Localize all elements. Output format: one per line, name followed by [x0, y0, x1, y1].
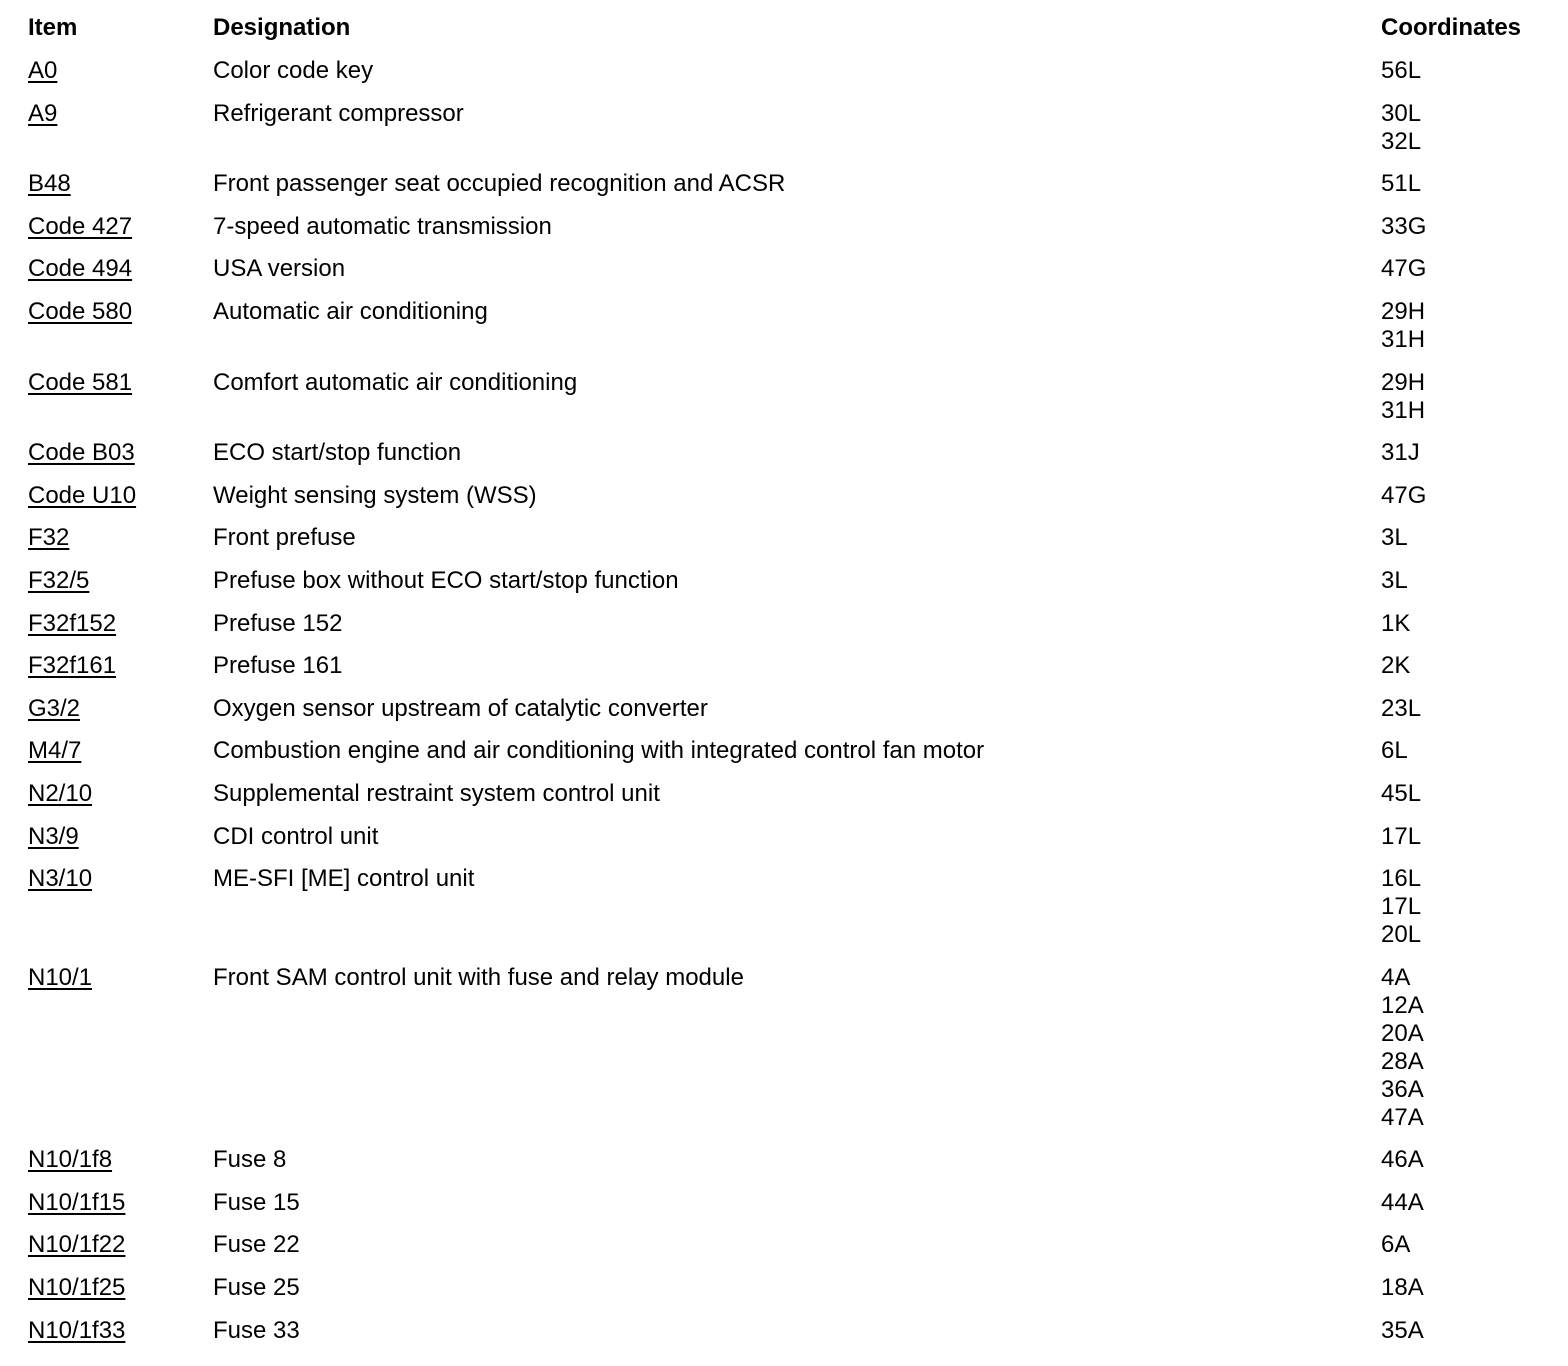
item-link[interactable]: Code U10: [28, 481, 137, 509]
coordinates-cell: [1381, 1317, 1568, 1345]
table-row: [0, 865, 1568, 964]
coordinate-value: 31J: [1381, 439, 1420, 467]
coordinate-value: 20A: [1381, 1019, 1424, 1047]
item-link[interactable]: N10/1f22: [28, 1231, 126, 1259]
designation-text: Refrigerant compressor: [213, 99, 464, 127]
designation-text: Combustion engine and air conditioning with integrated control fan motor: [213, 737, 985, 765]
coordinates-cell: [1381, 482, 1568, 510]
designation-text: Fuse 33: [213, 1316, 300, 1344]
designation-text: Weight sensing system (WSS): [213, 481, 537, 509]
coordinate-value: 6L: [1381, 737, 1408, 765]
coordinate-value: 17L: [1381, 822, 1422, 850]
item-link[interactable]: F32: [28, 524, 70, 552]
table-row: [0, 439, 1568, 482]
coordinate-value: 6A: [1381, 1231, 1411, 1259]
coordinate-value: 46A: [1381, 1146, 1424, 1174]
table-row: [0, 1274, 1568, 1317]
designation-text: Oxygen sensor upstream of catalytic converter: [213, 694, 708, 722]
coordinates-cell: [1381, 255, 1568, 283]
coordinates-cell: [1381, 369, 1568, 425]
coordinate-value: 2K: [1381, 652, 1411, 680]
coordinate-value: 3L: [1381, 566, 1408, 594]
table-row: [0, 1189, 1568, 1232]
designation-text: Fuse 8: [213, 1146, 287, 1174]
table-row: [0, 567, 1568, 610]
table-row: [0, 964, 1568, 1147]
table-row: [0, 1146, 1568, 1189]
coordinates-cell: [1381, 780, 1568, 808]
coordinate-value: 32L: [1381, 127, 1422, 155]
item-link[interactable]: N10/1f15: [28, 1188, 126, 1216]
coordinate-value: 47A: [1381, 1103, 1424, 1131]
item-link[interactable]: Code 580: [28, 297, 133, 325]
coordinates-cell: [1381, 439, 1568, 467]
designation-text: Color code key: [213, 57, 374, 84]
designation-text: Fuse 15: [213, 1188, 300, 1216]
coordinates-cell: [1381, 823, 1568, 851]
header-coordinates: Coordinates: [1381, 14, 1522, 41]
table-row: [0, 610, 1568, 653]
coordinate-value: 23L: [1381, 694, 1422, 722]
designation-text: CDI control unit: [213, 822, 379, 850]
table-row: [0, 823, 1568, 866]
designation-text: ME-SFI [ME] control unit: [213, 865, 475, 893]
coordinates-cell: [1381, 1146, 1568, 1174]
coordinates-cell: [1381, 213, 1568, 241]
table-row: [0, 170, 1568, 213]
coordinates-cell: [1381, 1189, 1568, 1217]
designation-text: ECO start/stop function: [213, 439, 462, 467]
coordinates-cell: [1381, 610, 1568, 638]
coordinate-value: 29H: [1381, 297, 1426, 325]
item-link[interactable]: N10/1f33: [28, 1316, 126, 1344]
designation-text: USA version: [213, 255, 346, 283]
coordinate-value: 31H: [1381, 325, 1426, 353]
table-row: [0, 1317, 1568, 1360]
item-link[interactable]: F32/5: [28, 566, 90, 594]
coordinates-cell: [1381, 57, 1568, 85]
coordinate-value: 47G: [1381, 481, 1427, 509]
table-row: [0, 255, 1568, 298]
table-row: [0, 695, 1568, 738]
coordinate-value: 3L: [1381, 524, 1408, 552]
coordinate-value: 28A: [1381, 1047, 1424, 1075]
table-row: [0, 652, 1568, 695]
table-row: [0, 737, 1568, 780]
coordinate-value: 29H: [1381, 368, 1426, 396]
designation-text: Front SAM control unit with fuse and relay module: [213, 963, 744, 991]
coordinates-cell: [1381, 737, 1568, 765]
item-link[interactable]: G3/2: [28, 694, 81, 722]
header-item: Item: [28, 14, 78, 41]
coordinate-value: 56L: [1381, 57, 1422, 84]
coordinate-value: 30L: [1381, 99, 1422, 127]
designation-text: Automatic air conditioning: [213, 297, 488, 325]
coordinate-value: 18A: [1381, 1274, 1424, 1302]
coordinate-value: 36A: [1381, 1075, 1424, 1103]
coordinate-value: 12A: [1381, 991, 1424, 1019]
item-link[interactable]: N3/9: [28, 822, 79, 850]
coordinate-value: 44A: [1381, 1188, 1424, 1216]
coordinate-value: 31H: [1381, 396, 1426, 424]
coordinates-cell: [1381, 567, 1568, 595]
item-link[interactable]: F32f161: [28, 652, 117, 680]
coordinates-cell: [1381, 652, 1568, 680]
item-link[interactable]: Code B03: [28, 439, 135, 467]
header-designation: Designation: [213, 14, 351, 41]
item-link[interactable]: N2/10: [28, 779, 93, 807]
coordinate-value: 1K: [1381, 609, 1411, 637]
item-link[interactable]: Code 494: [28, 255, 133, 283]
table-row: [0, 298, 1568, 369]
item-link[interactable]: A9: [28, 99, 58, 127]
item-link[interactable]: N10/1f25: [28, 1274, 126, 1302]
item-link[interactable]: Code 581: [28, 368, 133, 396]
item-link[interactable]: N10/1: [28, 963, 93, 991]
designation-text: Prefuse 152: [213, 609, 343, 637]
item-link[interactable]: M4/7: [28, 737, 82, 765]
table-row: [0, 100, 1568, 171]
coordinate-value: 35A: [1381, 1316, 1424, 1344]
table-row: [0, 57, 1568, 100]
table-header: [0, 14, 1568, 46]
table-row: [0, 213, 1568, 256]
item-link[interactable]: B48: [28, 170, 71, 198]
designation-text: Comfort automatic air conditioning: [213, 368, 578, 396]
coordinate-value: 33G: [1381, 212, 1427, 240]
item-link[interactable]: N3/10: [28, 865, 93, 893]
table-row: [0, 780, 1568, 823]
coordinates-cell: [1381, 1274, 1568, 1302]
coordinates-cell: [1381, 298, 1568, 354]
coordinates-cell: [1381, 695, 1568, 723]
table-row: [0, 482, 1568, 525]
table-row: [0, 524, 1568, 567]
coordinate-value: 51L: [1381, 170, 1422, 198]
designation-text: 7-speed automatic transmission: [213, 212, 552, 240]
designation-text: Prefuse box without ECO start/stop function: [213, 566, 679, 594]
coordinate-value: 16L: [1381, 865, 1422, 893]
coordinate-value: 45L: [1381, 779, 1422, 807]
table-row: [0, 1231, 1568, 1274]
item-link[interactable]: F32f152: [28, 609, 117, 637]
coordinate-value: 17L: [1381, 893, 1422, 921]
coordinates-cell: [1381, 100, 1568, 156]
coordinates-cell: [1381, 964, 1568, 1132]
designation-text: Supplemental restraint system control unit: [213, 779, 660, 807]
designation-text: Fuse 22: [213, 1231, 300, 1259]
designation-text: Prefuse 161: [213, 652, 343, 680]
designation-text: Front passenger seat occupied recognition and ACSR: [213, 170, 786, 198]
coordinates-cell: [1381, 170, 1568, 198]
item-link[interactable]: A0: [28, 57, 58, 84]
legend-table: [0, 57, 1568, 1359]
table-row: [0, 369, 1568, 440]
designation-text: Front prefuse: [213, 524, 356, 552]
coordinates-cell: [1381, 524, 1568, 552]
coordinates-cell: [1381, 865, 1568, 949]
item-link[interactable]: N10/1f8: [28, 1146, 113, 1174]
item-link[interactable]: Code 427: [28, 212, 133, 240]
coordinates-cell: [1381, 1231, 1568, 1259]
coordinate-value: 20L: [1381, 921, 1422, 949]
designation-text: Fuse 25: [213, 1274, 300, 1302]
coordinate-value: 4A: [1381, 963, 1411, 991]
coordinate-value: 47G: [1381, 255, 1427, 283]
